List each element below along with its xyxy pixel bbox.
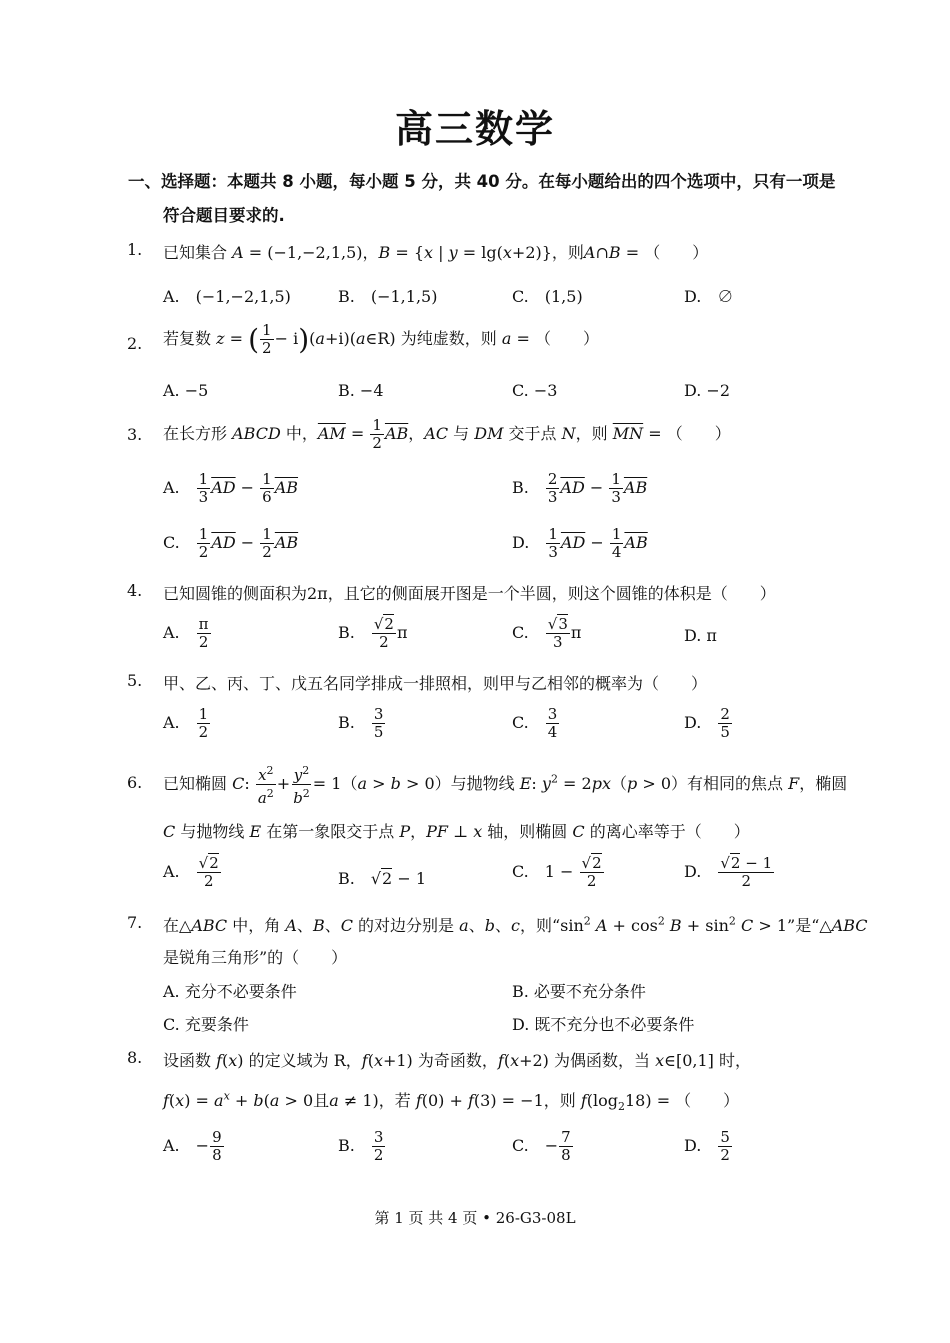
option-d: D. $\frac{1}{3}$ $\overline{AD}$ − $\frac{1}{4}$ $\overline{AB}$: [512, 525, 648, 561]
section-heading-continued: 符合题目要求的.: [163, 206, 285, 225]
option-b: B. $\frac{3}{2}$: [338, 1128, 384, 1164]
option-d: D. $\frac{2}{5}$: [684, 705, 730, 741]
option-c: C. − $\frac{7}{8}$: [512, 1128, 571, 1164]
question-stem: 已知集合 A = (−1,−2,1,5)，B = {x | y = lg(x+2)}，则A∩B = （ ）: [163, 243, 709, 262]
option-c: C. $\frac{1}{2}$ $\overline{AD}$ − $\frac{1}{2}$ $\overline{AB}$: [163, 525, 299, 561]
question-number: 2.: [127, 334, 143, 353]
option-b: B. $\frac{√2}{2}$ π: [338, 615, 408, 651]
option-b: B. $\frac{2}{3}$ $\overline{AD}$ − $\frac{1}{3}$ $\overline{AB}$: [512, 470, 648, 506]
option-c: C. −3: [512, 381, 558, 400]
option-a: A. 充分不必要条件: [163, 982, 297, 1001]
question-stem-continued: $f(x) = a^x + b(a > 0$且a ≠ 1)，若 f(0) + f(3) = −1，则 $f(\log_218)$ = （ ）: [163, 1089, 740, 1114]
option-d: D. −2: [684, 381, 731, 400]
option-b: B. 必要不充分条件: [512, 982, 646, 1001]
question-number: 4.: [127, 581, 143, 600]
option-a: A. (−1,−2,1,5): [163, 287, 291, 306]
question-number: 8.: [127, 1048, 143, 1067]
option-a: A. $\frac{1}{2}$: [163, 705, 209, 741]
option-a: A. $\frac{√2}{2}$: [163, 854, 219, 890]
question-stem: 在△ABC 中，角 A、B、C 的对边分别是 a、b、c，则“$\sin^2$ $A + \cos^2 B + \sin^2 C > 1$”是“△ABC: [163, 914, 868, 935]
option-a: A. −5: [163, 381, 209, 400]
option-b: B. (−1,1,5): [338, 287, 438, 306]
question-stem: 设函数 f(x) 的定义域为 R，f(x+1) 为奇函数，f(x+2) 为偶函数，当 x∈[0,1] 时，: [163, 1051, 752, 1070]
question-stem: 在长方形 ABCD 中，$\overline{AM}$ = $\frac{1}{2}$ $\overline{AB}$，AC 与 DM 交于点 N，则 $\overline{MN}$ = （ ）: [163, 416, 731, 452]
option-d: D. 既不充分也不必要条件: [512, 1015, 695, 1034]
option-a: A. − $\frac{9}{8}$: [163, 1128, 222, 1164]
question-stem: 甲、乙、丙、丁、戊五名同学排成一排照相，则甲与乙相邻的概率为（ ）: [163, 674, 708, 693]
page-footer: 第 1 页 共 4 页 • 26-G3-08L: [374, 1209, 576, 1227]
question-number: 3.: [127, 425, 143, 444]
question-number: 1.: [127, 240, 143, 259]
page-title: 高三数学: [394, 107, 555, 151]
question-stem-continued: 是锐角三角形”的（ ）: [163, 948, 348, 967]
question-stem: 已知圆锥的侧面积为2π，且它的侧面展开图是一个半圆，则这个圆锥的体积是（ ）: [163, 584, 776, 603]
option-c: C. 充要条件: [163, 1015, 249, 1034]
question-stem: 已知椭圆 C: $\frac{x^2}{a^2}$ + $\frac{y^2}{b^2}$ = 1（a > b > 0）与抛物线 E: $y^2 = 2px(p > 0)$有相同的焦点 F，椭圆: [163, 764, 848, 807]
question-number: 6.: [127, 773, 143, 792]
option-d: D. $\frac{√2 - 1}{2}$: [684, 854, 773, 890]
option-c: C. 1 − $\frac{√2}{2}$: [512, 854, 602, 890]
option-b: B. √2 − 1: [338, 869, 426, 888]
option-d: D. $\frac{5}{2}$: [684, 1128, 730, 1164]
option-d: D. π: [684, 626, 717, 645]
option-c: C. $\frac{3}{4}$: [512, 705, 558, 741]
question-stem: 若复数 z = ( $\frac{1}{2}$ − i)(a+i)(a∈R) 为纯虚数，则 a = （ ）: [163, 321, 599, 357]
option-c: C. $\frac{√3}{3}$ π: [512, 615, 582, 651]
section-heading: 一、选择题：本题共 8 小题，每小题 5 分，共 40 分。在每小题给出的四个选项中，只有一项是: [128, 172, 836, 191]
option-c: C. (1,5): [512, 287, 583, 306]
option-b: B. −4: [338, 381, 384, 400]
option-a: A. $\frac{1}{3}$ $\overline{AD}$ − $\frac{1}{6}$ $\overline{AB}$: [163, 470, 299, 506]
option-b: B. $\frac{3}{5}$: [338, 705, 384, 741]
question-stem-continued: C 与抛物线 E 在第一象限交于点 P，PF ⊥ x 轴，则椭圆 C 的离心率等于（ ）: [163, 822, 750, 841]
option-d: D. ∅: [684, 287, 734, 306]
question-number: 7.: [127, 913, 143, 932]
question-number: 5.: [127, 671, 143, 690]
option-a: A. $\frac{\pi}{2}$: [163, 615, 209, 651]
